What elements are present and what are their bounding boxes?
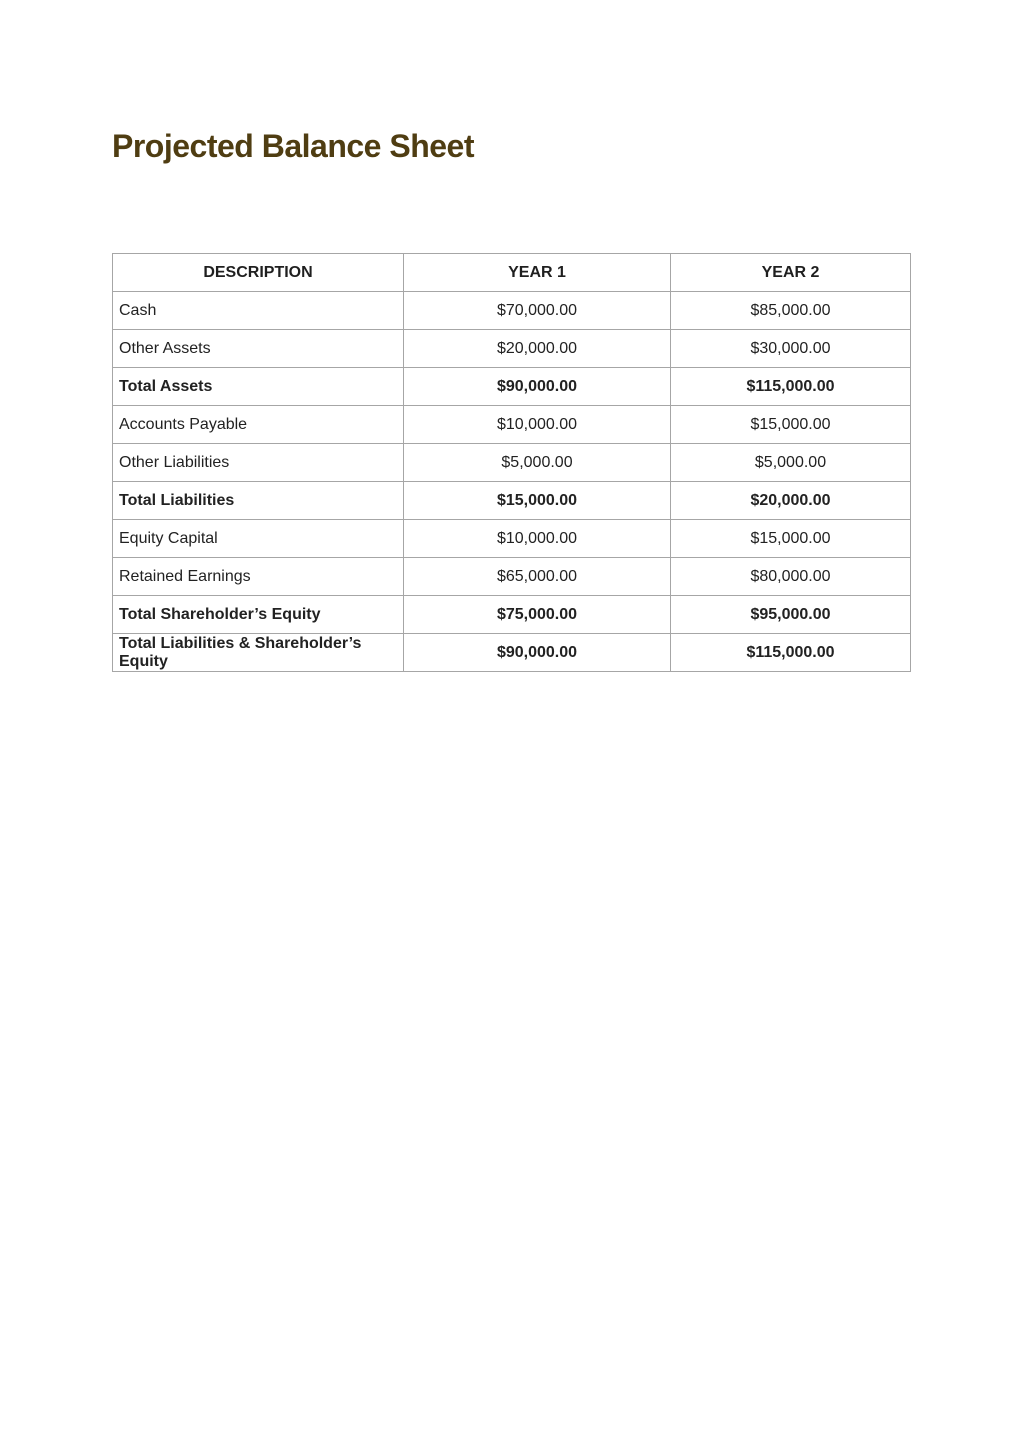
row-year-2-value: $115,000.00 (671, 368, 911, 406)
balance-sheet-table (112, 253, 911, 672)
row-year-2-value: $15,000.00 (671, 406, 911, 444)
row-year-2-value: $95,000.00 (671, 596, 911, 634)
row-year-1-value: $65,000.00 (404, 558, 671, 596)
table-row-total (113, 634, 911, 672)
table-row (113, 444, 911, 482)
row-description: Equity Capital (113, 520, 404, 558)
row-year-2-value: $80,000.00 (671, 558, 911, 596)
row-year-1-value: $70,000.00 (404, 292, 671, 330)
row-year-2-value: $5,000.00 (671, 444, 911, 482)
row-year-2-value: $20,000.00 (671, 482, 911, 520)
row-year-1-value: $75,000.00 (404, 596, 671, 634)
table-row-total (113, 368, 911, 406)
row-description: Total Liabilities & Shareholder’s Equity (113, 634, 404, 672)
table-row-total (113, 482, 911, 520)
page-title: Projected Balance Sheet (112, 128, 474, 164)
table-row (113, 558, 911, 596)
column-header-description: DESCRIPTION (113, 254, 404, 292)
row-year-2-value: $15,000.00 (671, 520, 911, 558)
column-header-year-2: YEAR 2 (671, 254, 911, 292)
row-description: Other Assets (113, 330, 404, 368)
table-row-total (113, 596, 911, 634)
row-description: Cash (113, 292, 404, 330)
row-description: Total Assets (113, 368, 404, 406)
row-description: Total Shareholder’s Equity (113, 596, 404, 634)
row-year-1-value: $90,000.00 (404, 634, 671, 672)
table-header-row (113, 254, 911, 292)
row-description: Other Liabilities (113, 444, 404, 482)
table-row (113, 330, 911, 368)
table-row (113, 406, 911, 444)
row-year-1-value: $90,000.00 (404, 368, 671, 406)
row-year-1-value: $5,000.00 (404, 444, 671, 482)
row-description: Total Liabilities (113, 482, 404, 520)
row-description: Accounts Payable (113, 406, 404, 444)
row-year-1-value: $20,000.00 (404, 330, 671, 368)
row-year-2-value: $30,000.00 (671, 330, 911, 368)
row-year-2-value: $115,000.00 (671, 634, 911, 672)
row-year-1-value: $10,000.00 (404, 520, 671, 558)
row-year-1-value: $15,000.00 (404, 482, 671, 520)
table-row (113, 520, 911, 558)
row-year-2-value: $85,000.00 (671, 292, 911, 330)
row-description: Retained Earnings (113, 558, 404, 596)
column-header-year-1: YEAR 1 (404, 254, 671, 292)
table-row (113, 292, 911, 330)
row-year-1-value: $10,000.00 (404, 406, 671, 444)
